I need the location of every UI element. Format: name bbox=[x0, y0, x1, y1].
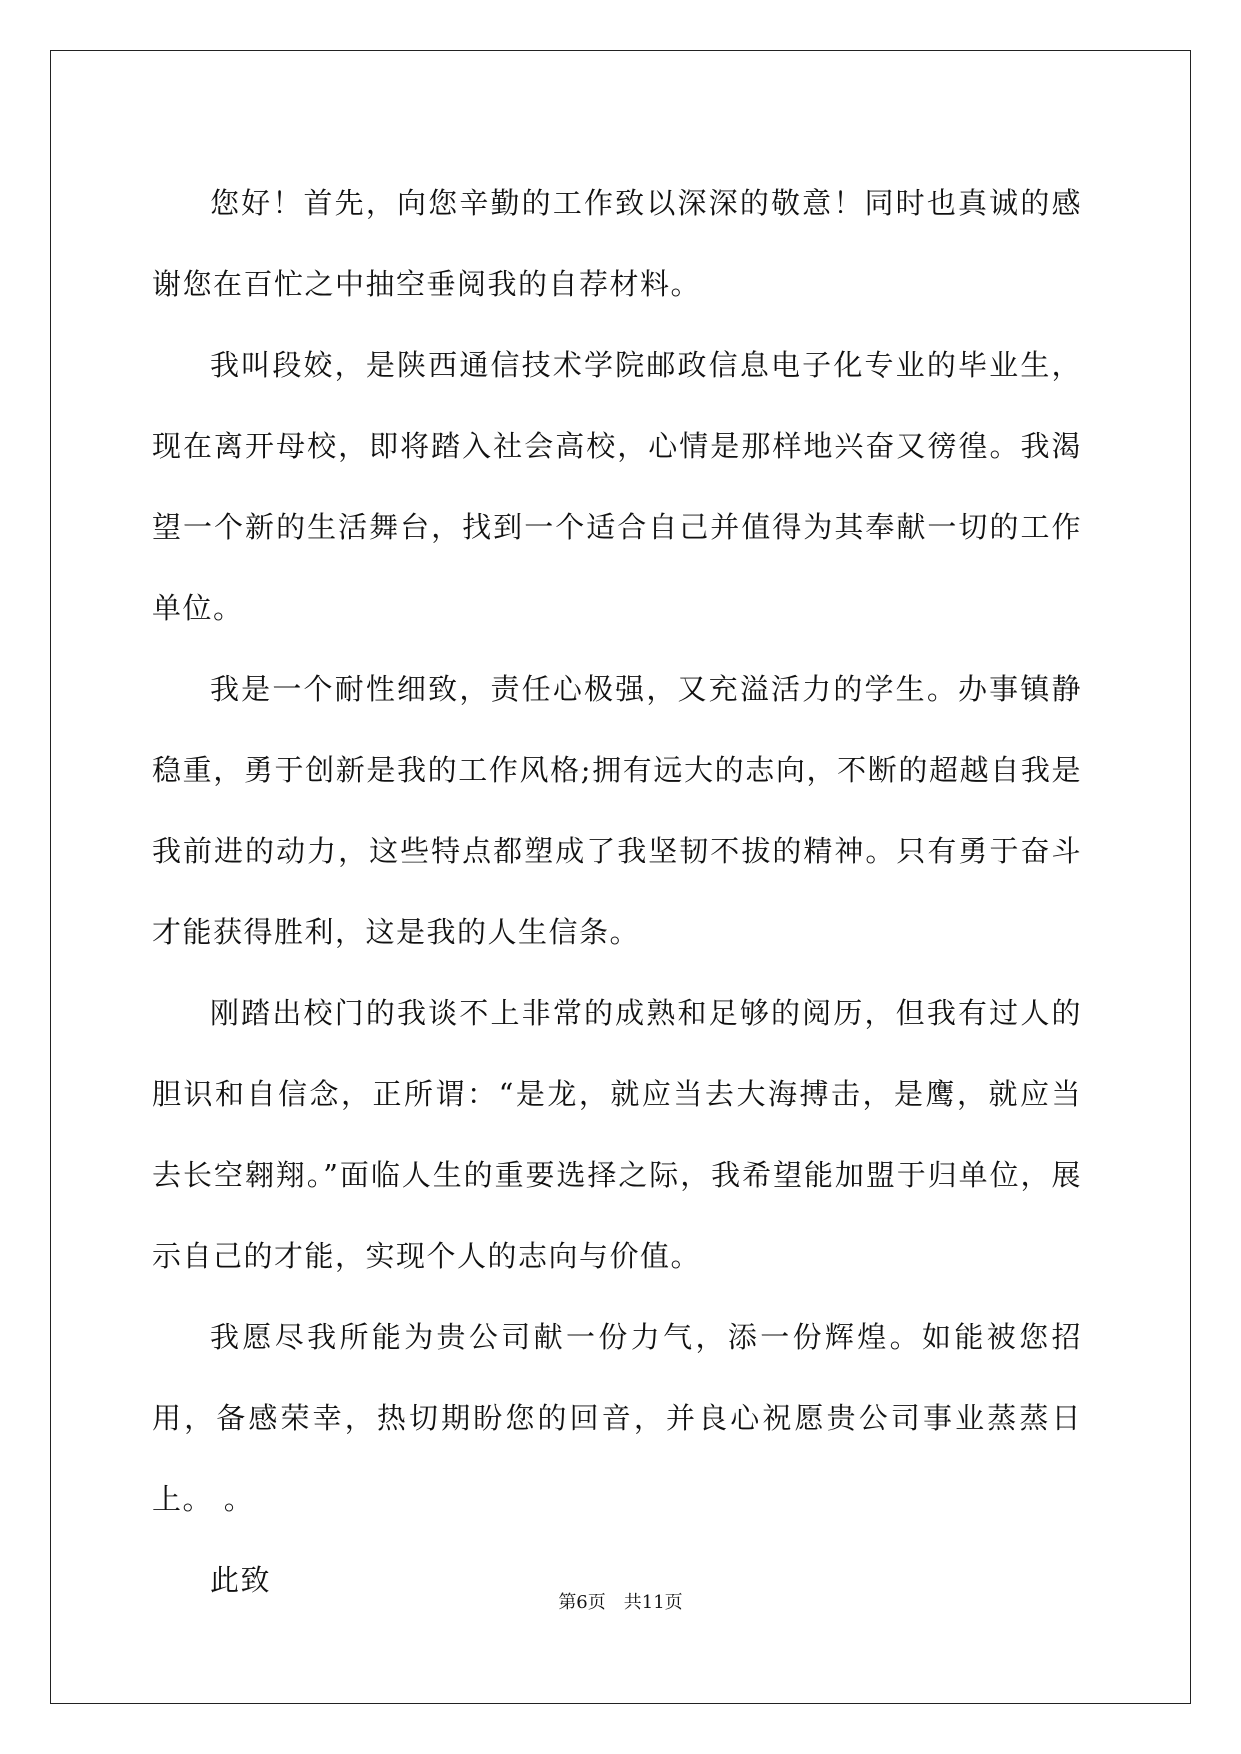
paragraph-aspiration: 刚踏出校门的我谈不上非常的成熟和足够的阅历，但我有过人的胆识和自信念，正所谓：“是龙，就应当去大海搏击，是鹰，就应当去长空翱翔。”面临人生的重要选择之际，我希望能加盟于归单位，展示自己的才能，实现个人的志向与价值。 bbox=[152, 996, 1082, 1273]
paragraph-salutation: 此致 bbox=[210, 1563, 272, 1597]
paragraph-closing: 我愿尽我所能为贵公司献一份力气，添一份辉煌。如能被您招用，备感荣幸，热切期盼您的回音，并良心祝愿贵公司事业蒸蒸日上。 。 bbox=[152, 1320, 1082, 1516]
page-number-total: 共11页 bbox=[623, 1592, 683, 1613]
paragraph-introduction: 我叫段姣，是陕西通信技术学院邮政信息电子化专业的毕业生，现在离开母校，即将踏入社会高校，心情是那样地兴奋又徬徨。我渴望一个新的生活舞台，找到一个适合自己并值得为其奉献一切的工作单位。 bbox=[152, 348, 1082, 625]
paragraph-personality: 我是一个耐性细致，责任心极强，又充溢活力的学生。办事镇静稳重，勇于创新是我的工作风格;拥有远大的志向，不断的超越自我是我前进的动力，这些特点都塑成了我坚韧不拔的精神。只有勇于奋斗才能获得胜利，这是我的人生信条。 bbox=[152, 672, 1082, 949]
paragraph-greeting: 您好！首先，向您辛勤的工作致以深深的敬意！同时也真诚的感谢您在百忙之中抽空垂阅我的自荐材料。 bbox=[152, 186, 1082, 301]
page-number-current: 第6页 bbox=[558, 1592, 606, 1613]
page-footer bbox=[0, 1588, 1241, 1614]
letter-body bbox=[152, 163, 1082, 1621]
